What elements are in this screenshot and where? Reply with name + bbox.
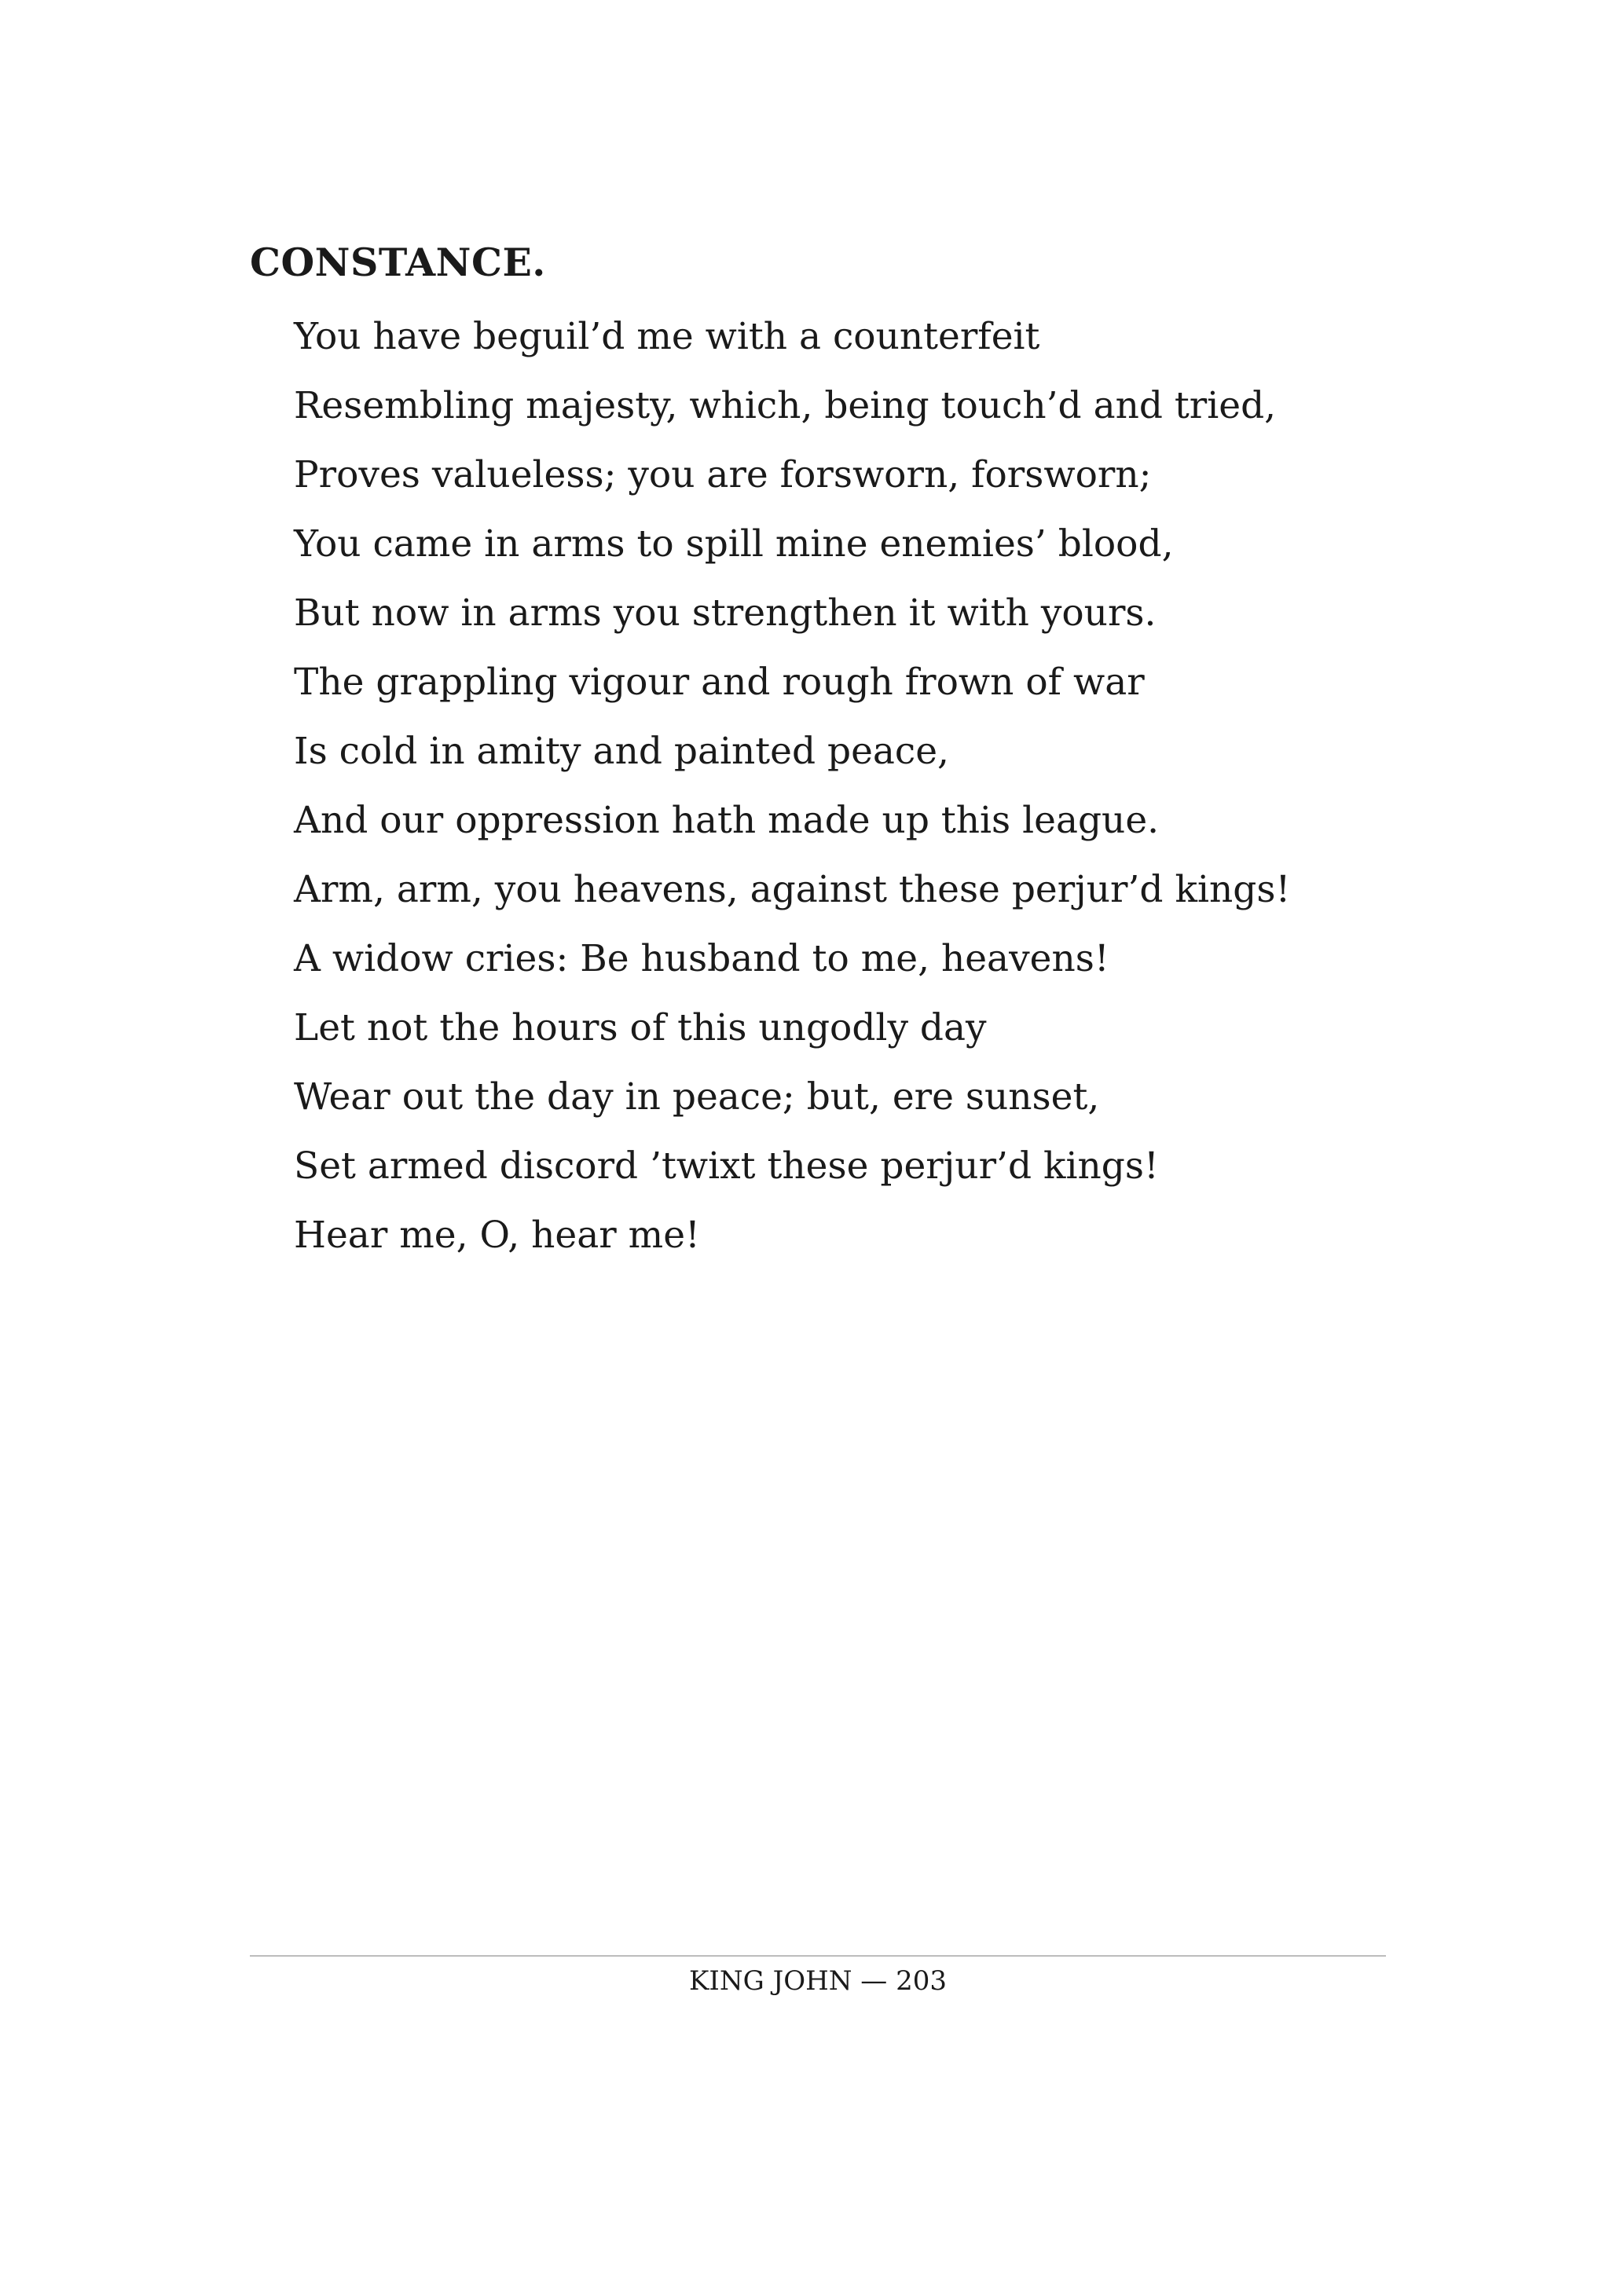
verse-line: Is cold in amity and painted peace,: [294, 730, 949, 773]
verse-line: Arm, arm, you heavens, against these perjur’d kings!: [294, 868, 1291, 911]
verse-line: You have beguil’d me with a counterfeit: [294, 315, 1040, 358]
verse-line: You came in arms to spill mine enemies’ blood,: [294, 522, 1174, 566]
verse-line: A widow cries: Be husband to me, heavens!: [294, 937, 1109, 980]
verse-line: Proves valueless; you are forsworn, forsworn;: [294, 453, 1152, 496]
verse-line: Resembling majesty, which, being touch’d and tried,: [294, 384, 1277, 427]
verse-block: [294, 302, 1290, 1270]
verse-line: The grappling vigour and rough frown of war: [294, 661, 1145, 704]
verse-line: Let not the hours of this ungodly day: [294, 1006, 987, 1049]
verse-line: Hear me, O, hear me!: [294, 1214, 700, 1257]
footer-divider: [250, 1955, 1386, 1957]
verse-line: But now in arms you strengthen it with yours.: [294, 591, 1157, 635]
page-footer: KING JOHN — 203: [689, 1965, 947, 1997]
verse-line: Set armed discord ’twixt these perjur’d kings!: [294, 1144, 1159, 1188]
speaker-name: CONSTANCE.: [250, 240, 546, 285]
verse-line: Wear out the day in peace; but, ere sunset,: [294, 1075, 1100, 1119]
verse-line: And our oppression hath made up this league.: [294, 799, 1160, 842]
